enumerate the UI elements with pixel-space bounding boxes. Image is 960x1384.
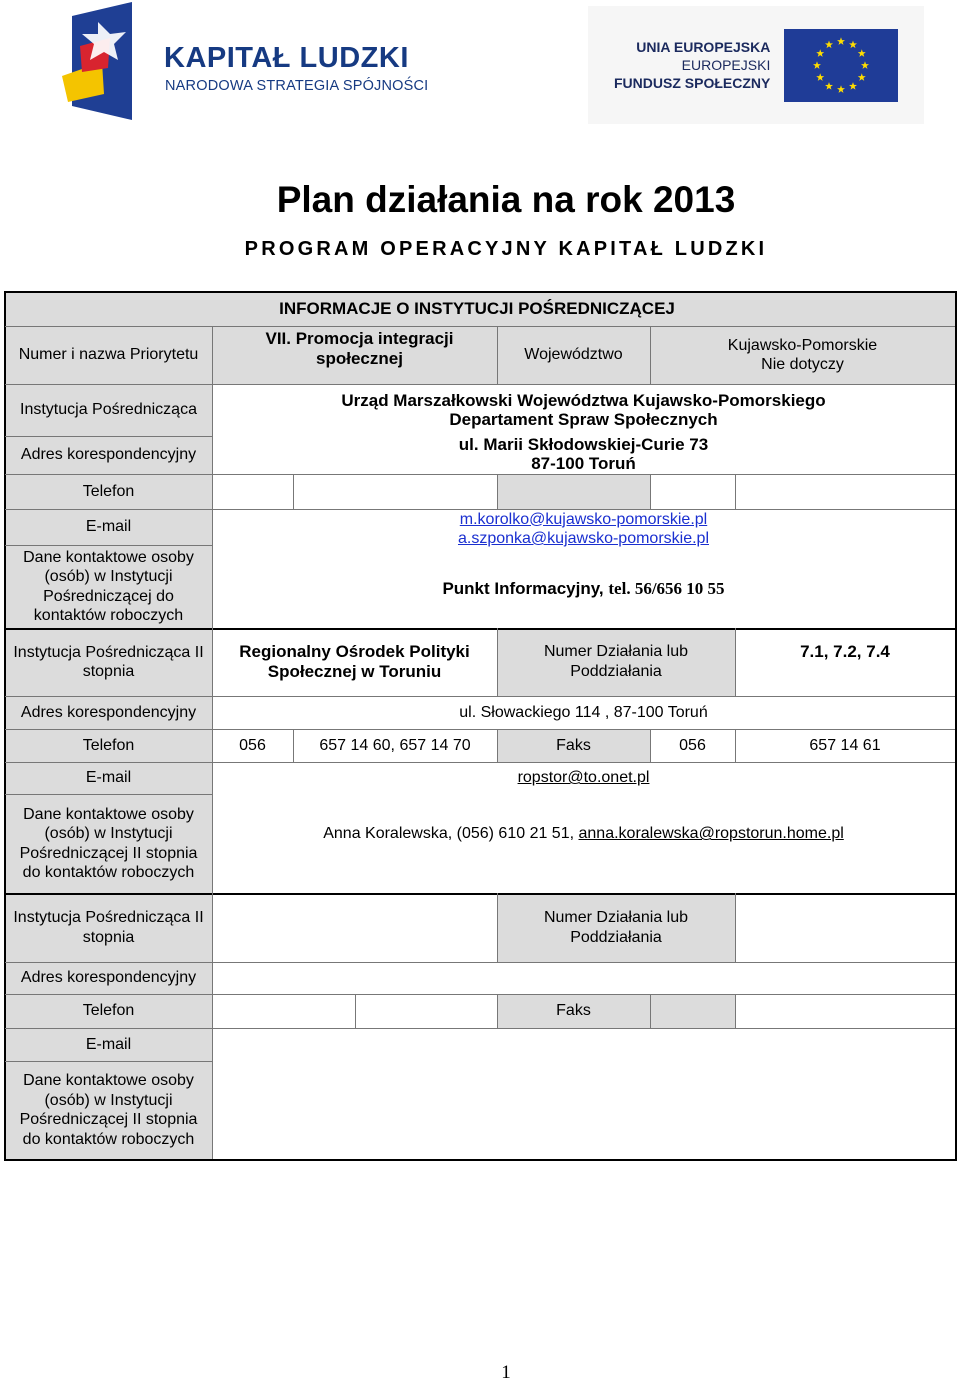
ip-kontakt-value: tel. 56/656 10 55 <box>608 579 725 599</box>
ip2b-faks-label: Faks <box>556 1002 591 1020</box>
ip2b-kontakt-label: Dane kontaktowe osoby (osób) w Instytucji Pośredniczącej II stopnia do kontaktów roboczych <box>19 1072 198 1148</box>
ip-telefon-label: Telefon <box>82 482 135 500</box>
ip-inst-value-1: Urząd Marszałkowski Województwa Kujawsko-Pomorskiego <box>341 390 826 410</box>
ip2a-faks-value: 657 14 61 <box>809 736 881 754</box>
ip2a-telefon-label: Telefon <box>82 736 135 754</box>
ip-adres-1: ul. Marii Skłodowskiej-Curie 73 <box>458 434 709 454</box>
ip-inst-cell <box>212 388 955 432</box>
page-subtitle: PROGRAM OPERACYJNY KAPITAŁ LUDZKI <box>244 238 768 260</box>
ip2b-dzialanie-label: Numer Działania lub Poddziałania <box>543 909 689 946</box>
ip2a-dzialanie-value: 7.1, 7.2, 7.4 <box>800 642 890 661</box>
ip-adres-2: 87-100 Toruń <box>531 454 636 473</box>
ip2a-faks-kier: 056 <box>679 736 706 754</box>
ip2a-email-cell <box>212 762 955 794</box>
ip2a-inst-value: Regionalny Ośrodek Polityki Społecznej w Toruniu <box>239 642 470 681</box>
ip-email-link-1[interactable]: m.korolko@kujawsko-pomorskie.pl <box>459 510 708 528</box>
ip-email-label: E-mail <box>85 518 132 536</box>
wojewodztwo-note: Nie dotyczy <box>761 356 844 373</box>
ip-inst-label: Instytucja Pośrednicząca <box>20 401 197 419</box>
ip2a-dzialanie-label: Numer Działania lub Poddziałania <box>543 643 689 680</box>
ip2a-faks-label: Faks <box>556 736 591 754</box>
ip2b-email-label: E-mail <box>85 1035 132 1053</box>
ip2a-telefon-value: 657 14 60, 657 14 70 <box>319 736 471 754</box>
ip-email-cell <box>212 509 955 549</box>
kapital-ludzki-title: KAPITAŁ LUDZKI <box>164 42 409 74</box>
ip2b-adres-label: Adres korespondencyjny <box>20 969 197 987</box>
ip-kontakt-cell <box>212 572 955 606</box>
ip2a-telefon-kier: 056 <box>239 736 266 754</box>
unia-line3: FUNDUSZ SPOŁECZNY <box>614 75 771 91</box>
ip2b-inst-label: Instytucja Pośrednicząca II stopnia <box>13 909 204 946</box>
wojewodztwo-cell <box>650 326 955 384</box>
ip2a-kontakt-label: Dane kontaktowe osoby (osób) w Instytucji Pośredniczącej II stopnia do kontaktów roboczych <box>19 805 198 881</box>
ip-adres-cell <box>212 434 955 474</box>
table-header: INFORMACJE O INSTYTUCJI POŚREDNICZĄCEJ <box>279 299 675 319</box>
priorytet-value: VII. Promocja integracji społecznej <box>265 329 454 368</box>
unia-line2: EUROPEJSKI <box>681 57 771 73</box>
kapital-ludzki-subtitle: NARODOWA STRATEGIA SPÓJNOŚCI <box>165 78 429 94</box>
wojewodztwo-value: Kujawsko-Pomorskie <box>727 336 878 354</box>
ip2a-inst-label: Instytucja Pośrednicząca II stopnia <box>13 643 204 680</box>
ip-inst-value-2: Departament Spraw Społecznych <box>449 410 718 429</box>
ip2a-kontakt-cell <box>212 794 955 874</box>
unia-line1: UNIA EUROPEJSKA <box>636 39 771 55</box>
ip-kontakt-prefix: Punkt Informacyjny, <box>442 579 604 599</box>
priorytet-label: Numer i nazwa Priorytetu <box>18 346 199 364</box>
ip2a-kontakt-email-link[interactable]: anna.koralewska@ropstorun.home.pl <box>578 825 844 843</box>
page-title: Plan działania na rok 2013 <box>276 179 736 220</box>
ip2a-adres-label: Adres korespondencyjny <box>20 703 197 721</box>
ip-email-link-2[interactable]: a.szponka@kujawsko-pomorskie.pl <box>457 530 709 547</box>
ip2a-kontakt-name: Anna Koralewska, (056) 610 21 51, <box>323 825 575 843</box>
page-number: 1 <box>501 1362 511 1383</box>
ip2a-email-label: E-mail <box>85 769 132 787</box>
ip2a-email-link[interactable]: ropstor@to.onet.pl <box>517 769 650 787</box>
ip-adres-label: Adres korespondencyjny <box>20 446 197 464</box>
ip2b-telefon-label: Telefon <box>82 1002 135 1020</box>
ip-kontakt-label: Dane kontaktowe osoby (osób) w Instytucji Pośredniczącej do kontaktów roboczych <box>23 548 194 624</box>
wojewodztwo-label: Województwo <box>524 346 623 364</box>
ip2a-adres-value: ul. Słowackiego 114 , 87-100 Toruń <box>459 703 708 721</box>
